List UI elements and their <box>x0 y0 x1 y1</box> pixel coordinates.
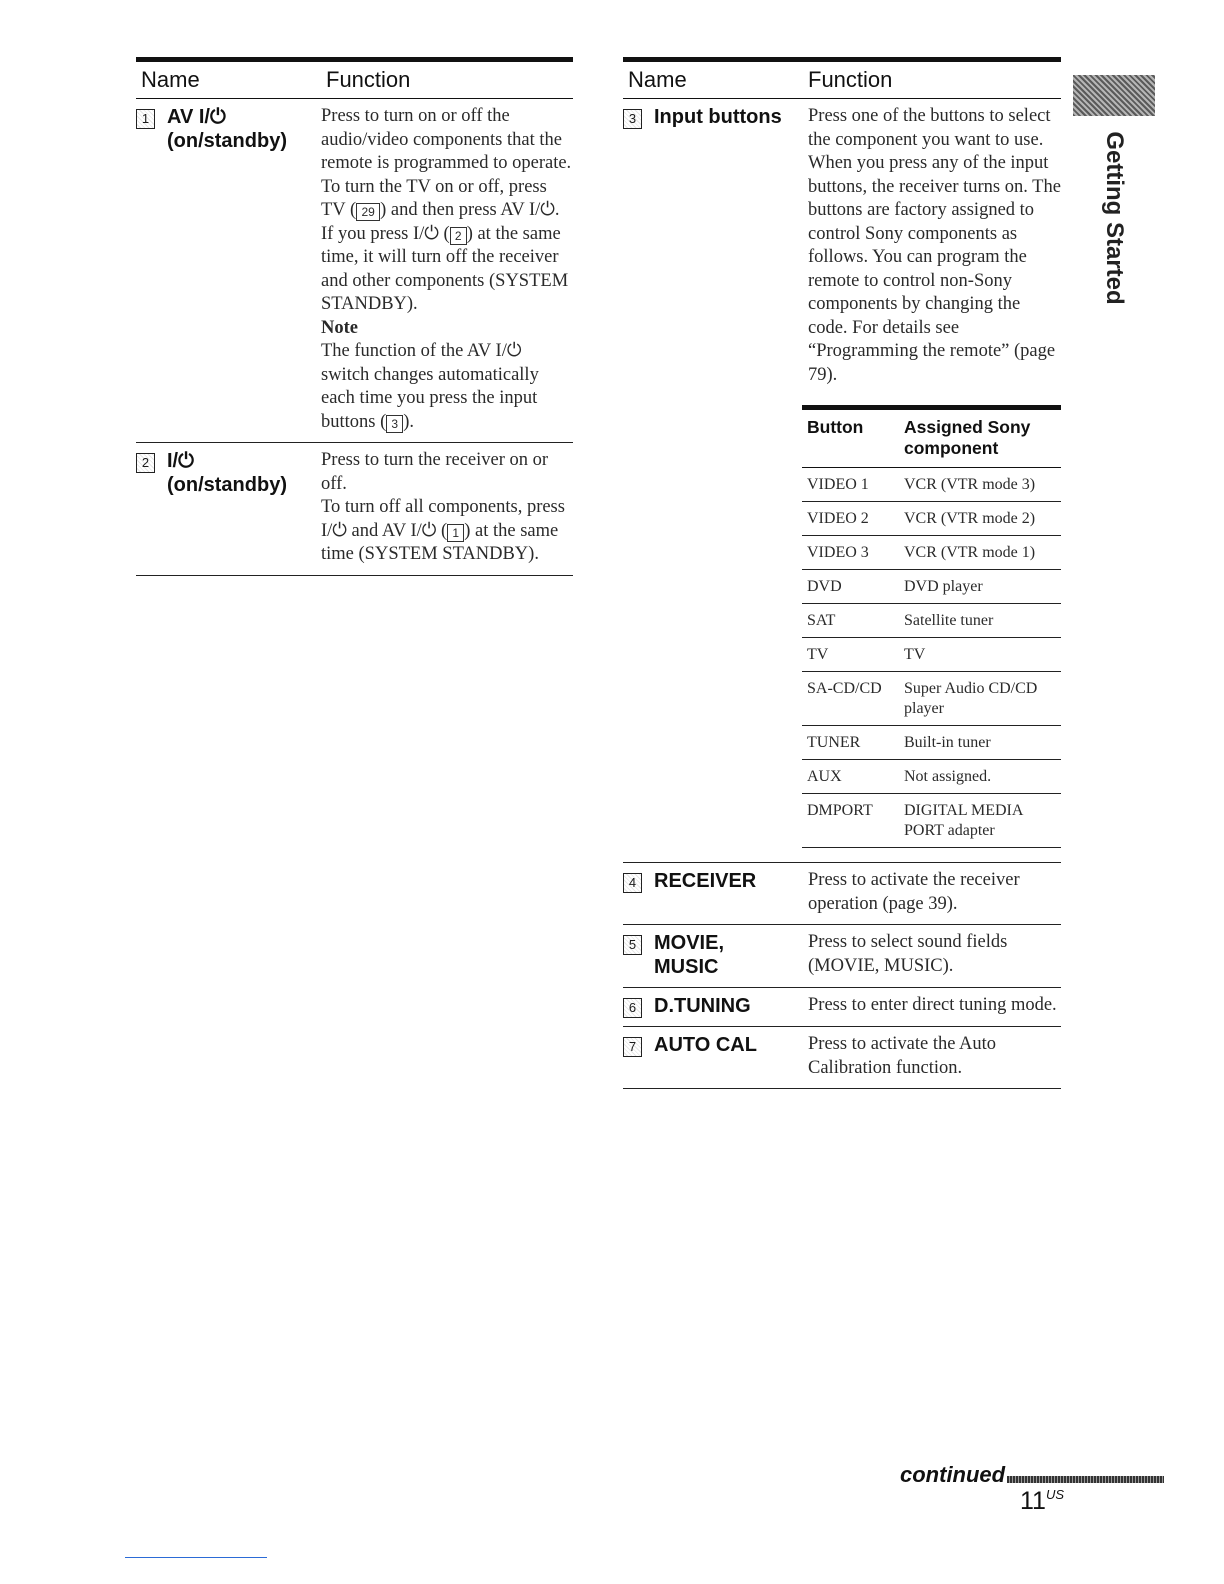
component-cell: VCR (VTR mode 2) <box>899 502 1061 536</box>
entry-name-line2: MUSIC <box>654 956 719 978</box>
entry-function: Press to enter direct tuning mode. <box>808 995 1057 1015</box>
left-table-header <box>136 57 573 99</box>
item-number-badge: 2 <box>136 453 155 473</box>
button-cell: DMPORT <box>802 794 899 848</box>
function-text: To turn off all components, press I/⏻ and AV I/⏻ ( <box>321 497 565 541</box>
function-text: The function of the AV I/⏻ switch changes automatically each time you press the input buttons ( <box>321 341 539 432</box>
entry-name-cell <box>136 105 321 434</box>
entry-name-cell <box>623 105 808 387</box>
entry-name-line1: D.TUNING <box>654 995 751 1017</box>
footer-rule <box>125 1557 267 1558</box>
component-cell: DVD player <box>899 570 1061 604</box>
reference-number-badge: 29 <box>356 203 380 221</box>
entry-name-line1: AUTO CAL <box>654 1034 757 1056</box>
header-name: Name <box>141 67 200 92</box>
item-number-badge: 6 <box>623 998 642 1018</box>
table-row <box>802 536 1061 570</box>
button-cell: VIDEO 1 <box>802 468 899 502</box>
entry-auto-cal <box>623 1027 1061 1089</box>
entry-input-buttons <box>623 99 1061 863</box>
reference-number-badge: 1 <box>447 524 464 542</box>
continued-bar <box>1007 1476 1164 1483</box>
continued-text: continued <box>900 1462 1006 1487</box>
table-header-row <box>802 408 1061 468</box>
table-row <box>802 570 1061 604</box>
entry-name: Input buttons <box>654 106 782 128</box>
entry-on-standby <box>136 443 573 576</box>
component-cell: Not assigned. <box>899 760 1061 794</box>
button-cell: TV <box>802 638 899 672</box>
entry-name-line1: RECEIVER <box>654 870 757 892</box>
entry-name <box>654 1033 757 1057</box>
entry-name-line1: I/⏻ <box>167 450 194 472</box>
entry-name-cell <box>623 869 808 916</box>
section-side-label <box>1064 98 1164 338</box>
entry-av-on-standby <box>136 99 573 443</box>
entry-name-cell <box>623 1033 808 1080</box>
entry-name <box>654 931 724 979</box>
entry-movie-music <box>623 925 1061 988</box>
table-row <box>802 638 1061 672</box>
continued-marker <box>900 1462 1164 1488</box>
function-paragraph <box>321 176 573 223</box>
entry-name <box>167 449 287 497</box>
entry-name-line2: (on/standby) <box>167 474 287 496</box>
entry-name-cell <box>623 994 808 1018</box>
section-label-text: Getting Started <box>1101 131 1128 305</box>
table-row <box>802 604 1061 638</box>
table-row <box>802 468 1061 502</box>
function-text: ) at the same time (SYSTEM STANDBY). <box>321 520 559 564</box>
assigned-component-rows <box>802 468 1061 848</box>
page-number-suffix: US <box>1045 1487 1065 1502</box>
function-paragraph: Press to turn the receiver on or off. <box>321 450 549 494</box>
function-text: ) at the same time, it will turn off the receiver and other components (SYSTEM STANDBY). <box>321 223 569 314</box>
component-cell: VCR (VTR mode 3) <box>899 468 1061 502</box>
component-cell: Built-in tuner <box>899 726 1061 760</box>
component-cell: Satellite tuner <box>899 604 1061 638</box>
entry-name <box>654 869 756 893</box>
entry-name-line2: (on/standby) <box>167 130 287 152</box>
assigned-component-table <box>802 405 1061 848</box>
entry-name-cell <box>136 449 321 567</box>
header-name: Name <box>628 67 687 92</box>
entry-d-tuning <box>623 988 1061 1027</box>
table-row <box>802 726 1061 760</box>
reference-number-badge: 3 <box>386 415 403 433</box>
table-row <box>802 794 1061 848</box>
entry-name-line1: MOVIE, <box>654 932 725 954</box>
entry-function <box>321 105 573 434</box>
button-cell: SA-CD/CD <box>802 672 899 726</box>
entry-function: Press one of the buttons to select the component you want to use. When you press any of the input buttons, the receiver turns on. The buttons are factory assigned to control Sony components as follows. You can program the remote to control non-Sony components by changing the code. For details see “Programming the remote” (page 79). <box>808 106 1061 385</box>
reference-number-badge: 2 <box>450 227 467 245</box>
entry-function: Press to select sound fields (MOVIE, MUSIC). <box>808 932 1008 976</box>
function-text: ). <box>403 411 415 432</box>
button-cell: TUNER <box>802 726 899 760</box>
item-number-badge: 7 <box>623 1037 642 1057</box>
entry-name <box>654 994 751 1018</box>
item-number-badge: 5 <box>623 935 642 955</box>
header-function: Function <box>808 67 893 92</box>
entry-name-cell <box>623 931 808 979</box>
function-text: ) and then press AV I/⏻. <box>380 200 560 220</box>
entry-name-line1: AV I/⏻ <box>167 106 226 128</box>
entry-receiver <box>623 863 1061 925</box>
function-paragraph <box>321 223 573 317</box>
left-table <box>136 57 573 576</box>
item-number-badge: 4 <box>623 873 642 893</box>
component-cell: VCR (VTR mode 1) <box>899 536 1061 570</box>
header-function: Function <box>326 67 411 92</box>
column-header-component: Assigned Sony component <box>899 408 1061 468</box>
button-cell: DVD <box>802 570 899 604</box>
button-cell: SAT <box>802 604 899 638</box>
button-cell: VIDEO 3 <box>802 536 899 570</box>
component-cell: DIGITAL MEDIA PORT adapter <box>899 794 1061 848</box>
column-header-button: Button <box>802 408 899 468</box>
entry-name <box>167 105 287 153</box>
table-row <box>802 672 1061 726</box>
button-cell: AUX <box>802 760 899 794</box>
table-row <box>802 760 1061 794</box>
component-cell: Super Audio CD/CD player <box>899 672 1061 726</box>
page-number <box>1020 1487 1064 1516</box>
function-paragraph: Press to turn on or off the audio/video components that the remote is programmed to operate. <box>321 106 572 173</box>
note-label: Note <box>321 317 358 338</box>
item-number-badge: 1 <box>136 109 155 129</box>
function-paragraph <box>321 496 573 567</box>
button-cell: VIDEO 2 <box>802 502 899 536</box>
component-cell: TV <box>899 638 1061 672</box>
entry-function <box>321 449 573 567</box>
page-number-value: 11 <box>1020 1487 1046 1515</box>
right-table <box>623 57 1061 1089</box>
function-text: To turn the TV on or off, press TV ( <box>321 176 547 220</box>
right-table-header <box>623 57 1061 99</box>
note-text <box>321 340 573 434</box>
table-row <box>802 502 1061 536</box>
entry-function: Press to activate the Auto Calibration function. <box>808 1034 997 1078</box>
entry-function: Press to activate the receiver operation (page 39). <box>808 870 1020 914</box>
item-number-badge: 3 <box>623 109 642 129</box>
function-text: If you press I/⏻ ( <box>321 223 450 244</box>
